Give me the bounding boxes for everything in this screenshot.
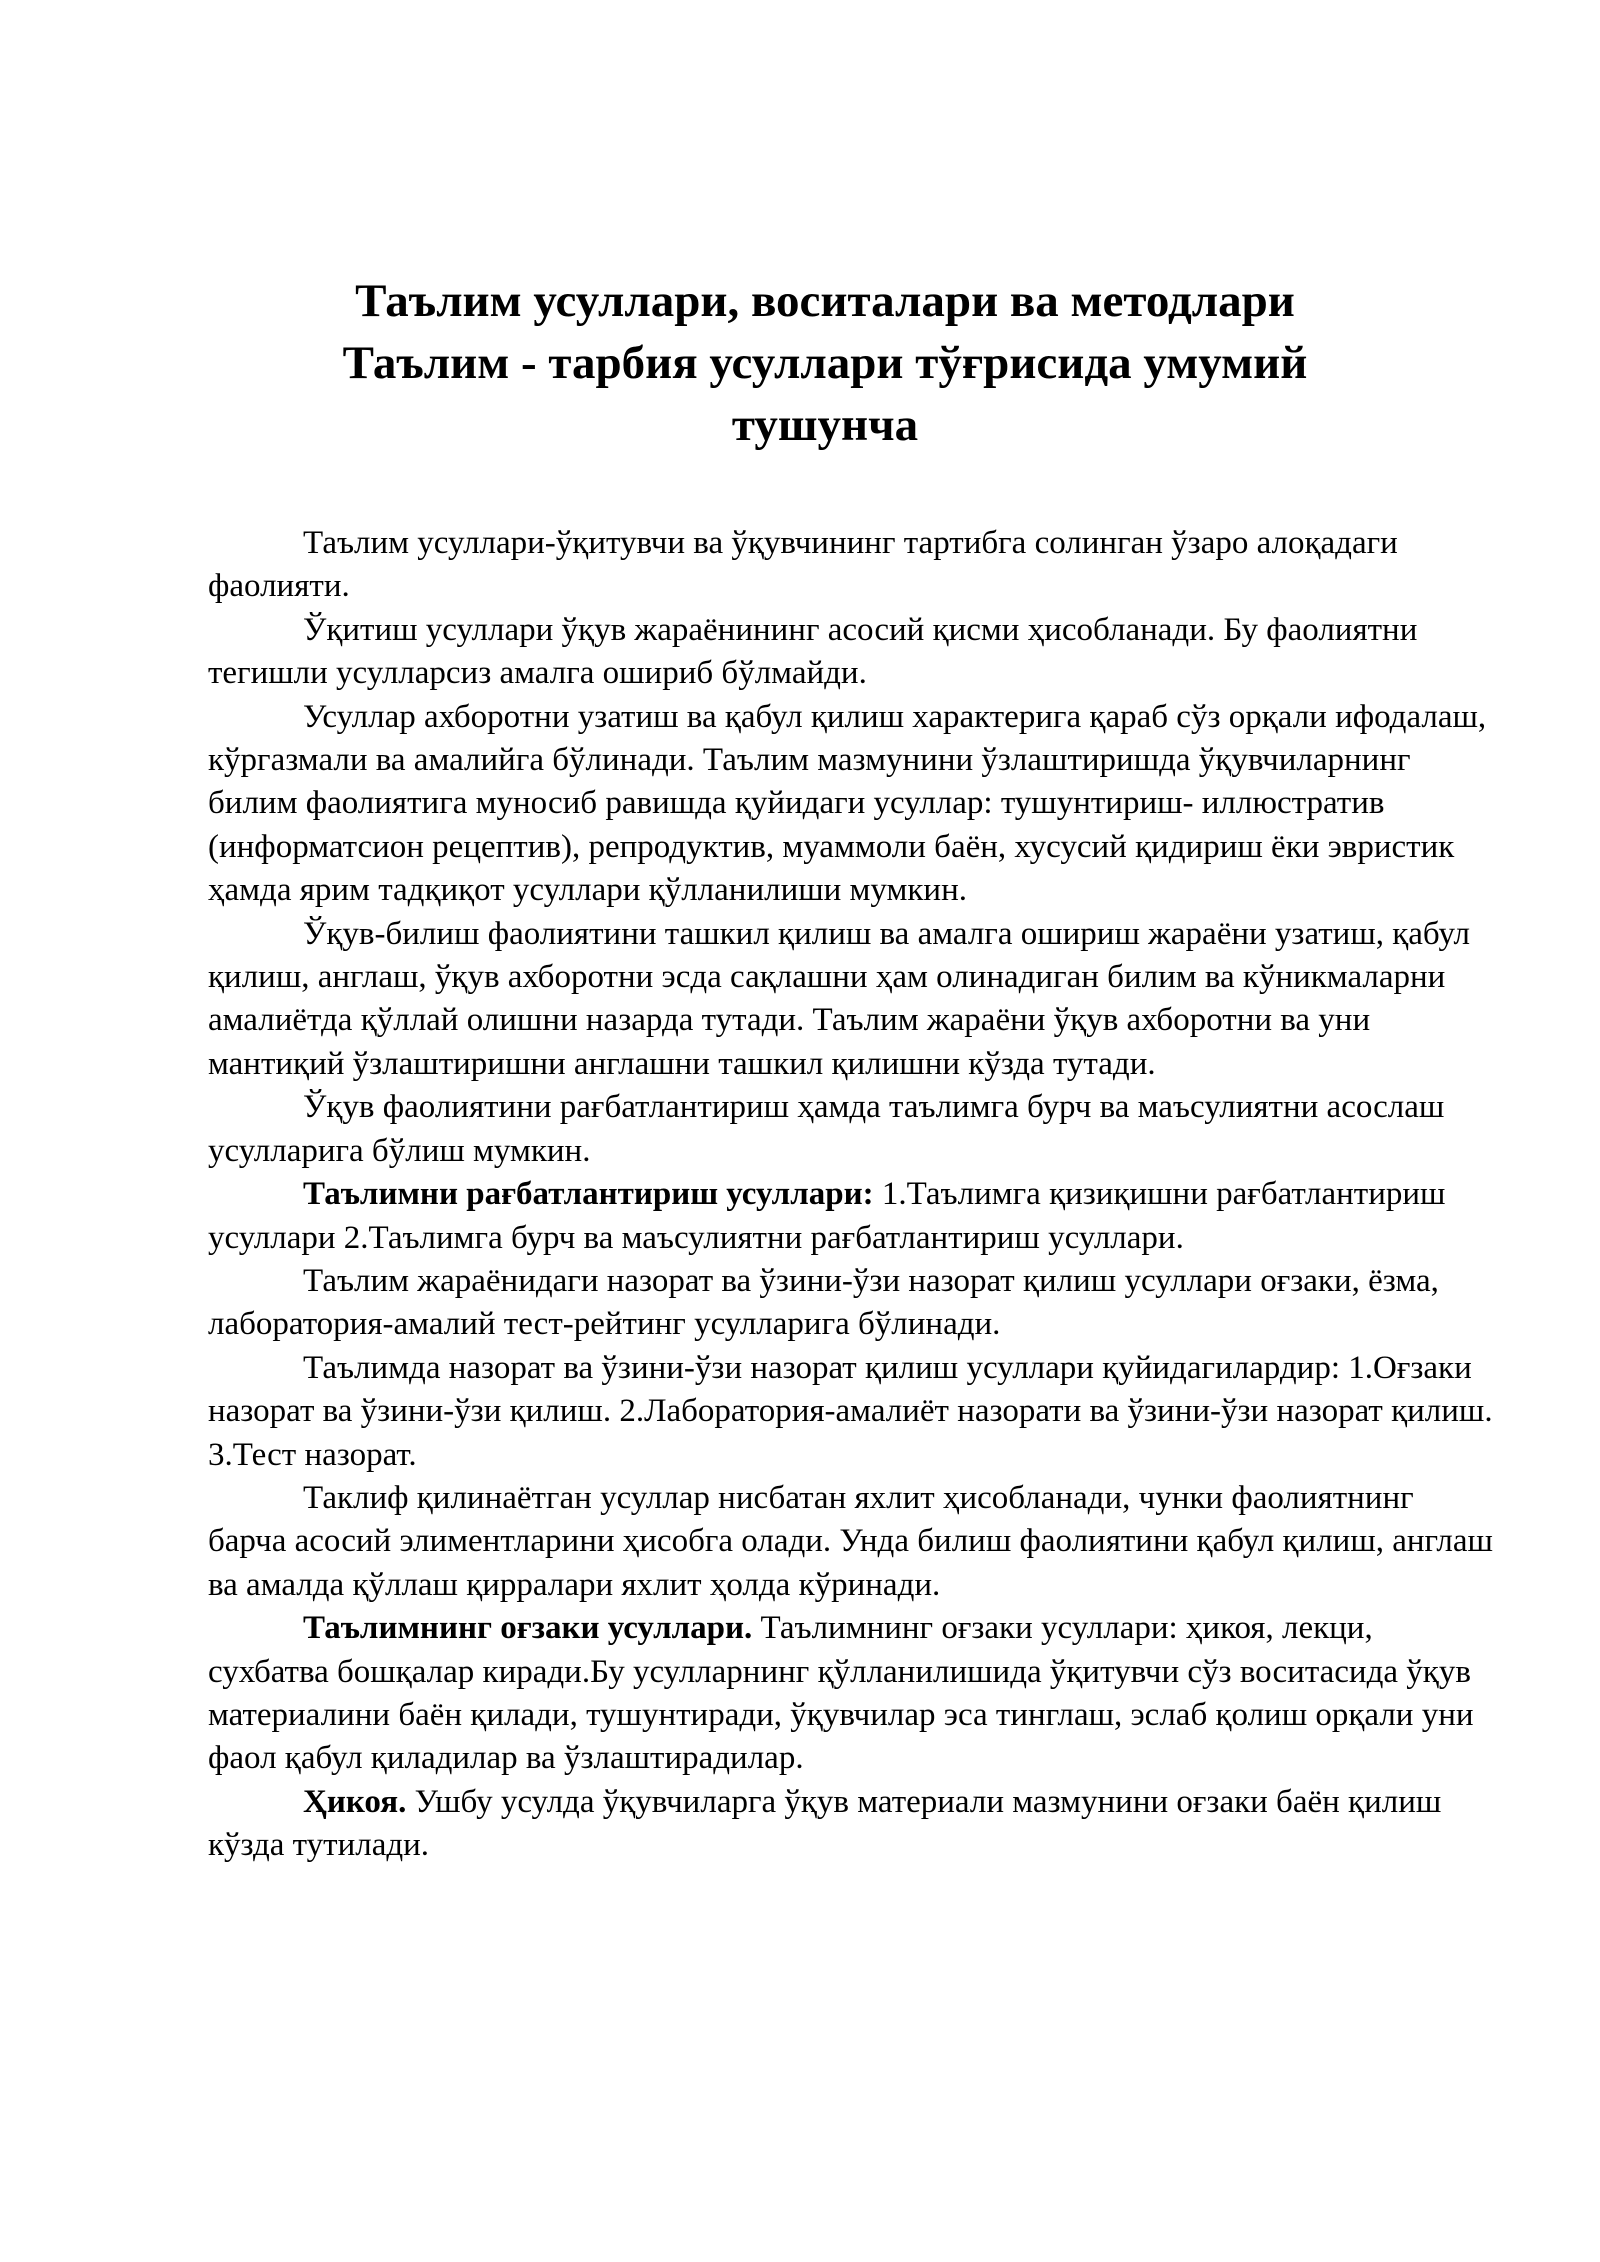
paragraph [208,1477,1498,1607]
document-title [230,270,1420,456]
paragraph [208,1260,1498,1347]
paragraph-text: 1.Таълимга қизиқишни рағбатлантириш усуллари 2.Таълимга бурч ва маъсулиятни рағбатлантириш усуллари. [208,1176,1446,1256]
paragraph-text: Таълим усуллари-ўқитувчи ва ўқувчининг тартибга солинган ўзаро алоқадаги фаолияти. [208,525,1398,605]
paragraph [208,1086,1498,1173]
title-line: Таълим усуллари, воситалари ва методлари [355,275,1295,327]
paragraph [208,609,1498,696]
paragraph [208,1607,1498,1781]
paragraph-text: Таълим жараёнидаги назорат ва ўзини-ўзи назорат қилиш усуллари оғзаки, ёзма, лаборатория-амалий тест-рейтинг усулларига бўлинади. [208,1262,1439,1343]
paragraph [208,696,1498,913]
paragraph-text: Ўқитиш усуллари ўқув жараёнининг асосий қисми ҳисобланади. Бу фаолиятни тегишли усулларсиз амалга ошириб бўлмайди. [208,611,1418,692]
paragraph-text: Таълимнинг оғзаки усуллари: ҳикоя, лекци, сухбатва бошқалар киради.Бу усулларнинг қўлланилишида ўқитувчи сўз воситасида ўқув материалини баён қилади, тушунтиради, ўқувчилар эса тинглаш, эслаб қолиш орқали уни фаол қабул қиладилар ва ўзлаштирадилар. [208,1610,1474,1777]
paragraph-text: Таълимда назорат ва ўзини-ўзи назорат қилиш усуллари қуйидагилардир: 1.Оғзаки назорат ва ўзини-ўзи қилиш. 2.Лаборатория-амалиёт назорати ва ўзини-ўзи назорат қилиш. 3.Тест назорат. [208,1349,1493,1473]
paragraph [208,1173,1498,1260]
paragraph-text: Усуллар ахборотни узатиш ва қабул қилиш характерига қараб сўз орқали ифодалаш, кўргазмали ва амалийга бўлинади. Таълим мазмунини ўзлаштиришда ўқувчиларнинг билим фаолиятига муносиб равишда қуйидаги усуллар: тушунтириш- иллюстратив (информатсион рецептив), репродуктив, муаммоли баён, хусусий қидириш ёки эвристик ҳамда ярим тадқиқот усуллари қўлланилиши мумкин. [208,698,1487,909]
paragraph-bold-lead: Таълимни рағбатлантириш усуллари: [303,1176,874,1213]
paragraph-text: Ушбу усулда ўқувчиларга ўқув материали мазмунини оғзаки баён қилиш кўзда тутилади. [208,1783,1442,1864]
title-line: Таълим - тарбия усуллари тўғрисида умумий [342,337,1308,389]
paragraph-bold-lead: Ҳикоя. [303,1783,407,1820]
paragraph-text: Ўқув-билиш фаолиятини ташкил қилиш ва амалга ошириш жараёни узатиш, қабул қилиш, англаш, ўқув ахборотни эсда сақлашни ҳам олинадиган билим ва кўникмаларни амалиётда қўллай олишни назарда тутади. Таълим жараёни ўқув ахборотни ва уни мантиқий ўзлаштиришни англашни ташкил қилишни кўзда тутади. [208,915,1470,1082]
paragraph [208,1781,1498,1868]
paragraph [208,522,1498,609]
paragraph-text: Ўқув фаолиятини рағбатлантириш ҳамда таълимга бурч ва маъсулиятни асослаш усулларига бўлиш мумкин. [208,1089,1445,1169]
paragraph-text: Таклиф қилинаётган усуллар нисбатан яхлит ҳисобланади, чунки фаолиятнинг барча асосий элиментларини ҳисобга олади. Унда билиш фаолиятини қабул қилиш, англаш ва амалда қўллаш қирралари яхлит ҳолда кўринади. [208,1479,1493,1603]
paragraph [208,913,1498,1087]
title-line: тушунча [731,399,919,451]
paragraph-bold-lead: Таълимнинг оғзаки усуллари. [303,1610,753,1647]
document-body [208,522,1498,1868]
paragraph [208,1347,1498,1477]
